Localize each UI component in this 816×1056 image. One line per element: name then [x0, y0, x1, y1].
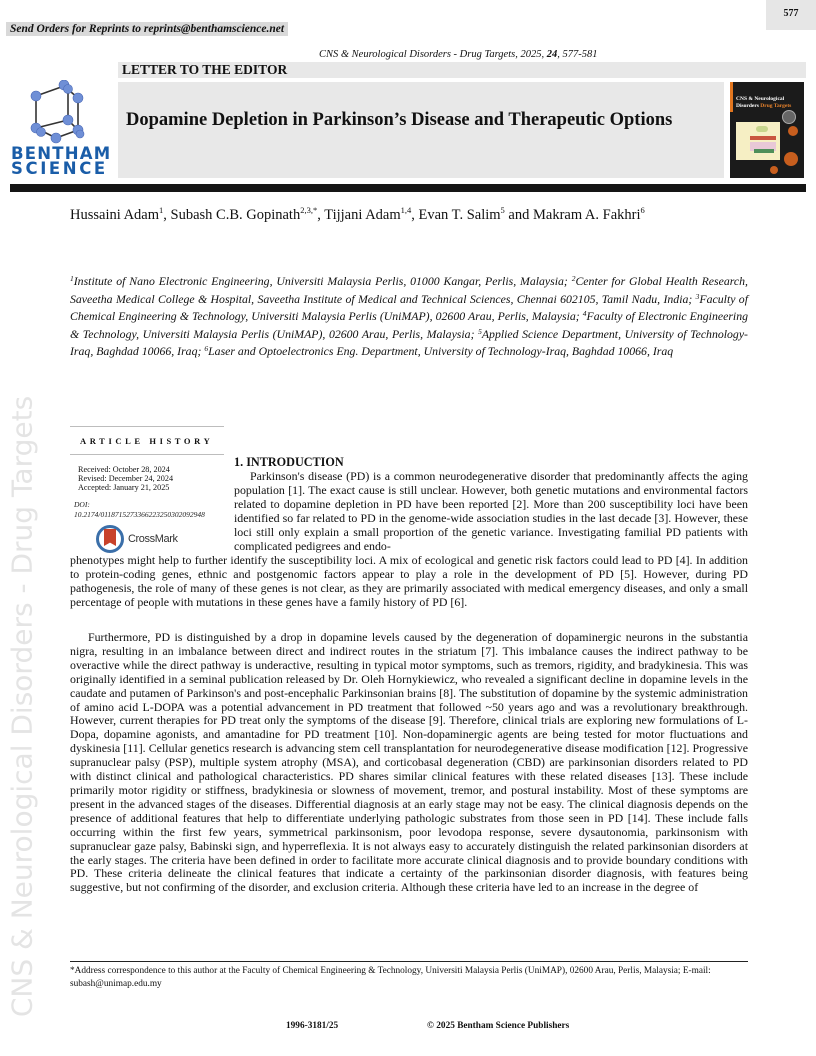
header-divider	[10, 184, 806, 192]
paragraph-2: Furthermore, PD is distinguished by a drop in dopamine levels caused by the degeneration of dopaminergic neurons in the substantia nigra, resulting in an imbalance between direct and indirect routes in the striatum [7]. This imbalance causes the indirect pathway to be overactive while the direct pathway is underactive, resulting in typical motor symptoms, such as tremors, rigidity, and bradykinesia. This was originally identified in a seminal publication released by Dr. Oleh Hornykiewicz, who revealed a significant decline in dopamine levels in the caudate and putamen of Parkinson's and post-encephalic Parkinsonian brains [8]. The substitution of dopamine by the systemic administration of amino acid L-DOPA was a potential advancement in PD treatment that followed ~50 years ago and was a revolutionary breakthrough. However, current therapies for PD treat only the symptoms of the disease [9]. Therefore, clinical trials are exploring new formulations of L-Dopa, dopamine agonists, and amantadine for PD treatment [10]. Non-dopaminergic agents are being tested for motor fluctuations and dyskinesia [11]. Cellular genetics research is advancing stem cell transplantation for neurodegenerative disease modification [12]. Progressive supranuclear palsy (PSP), multiple system atrophy (MSA), and corticobasal degeneration (CBD) are parkinsonian disorders related to PD with distinct clinical and pathological characteristics. PD shares similar clinical features with these related diseases [13]. These include primarily motor rigidity or stiffness, bradykinesia or slowness of movement, tremor, and postural instability. Most of these symptoms are present in the advanced stages of the diseases. Differential diagnosis at an early stage may not be easy. The clinical diagnosis depends on the presence of additional features that help to differentiate underlying pathologic substrates from those seen in PD [14]. These include falls occurring within the first few years, symmetrical parkinsonism, poor levodopa response, severe dysautonomia, parkinsonism with supranuclear gaze palsy, Babinski sign, and hyperreflexia. It is not always easy to accurately distinguish the related parkinsonian disorders at the early stages. The criteria have been defined in order to facilitate more accurate clinical diagnosis and to provide boundary conditions with PD. These criteria delineate the clinical features that indicate a certainty of the parkinsonian disorder diagnosis, with features being suggestive, but not confirming of the disorder, and exclusion criteria. Although these criteria have led to an increase in the degree of	[70, 630, 748, 895]
cover-accent-stripe	[730, 82, 733, 112]
molecule-cube-icon	[26, 80, 106, 146]
article-type-bar: LETTER TO THE EDITOR	[118, 62, 806, 78]
cover-badge	[782, 110, 796, 124]
journal-cover-thumbnail[interactable]	[730, 82, 804, 178]
journal-citation: CNS & Neurological Disorders - Drug Targets, 2025, 24, 577-581	[319, 49, 598, 60]
cover-neuron-decoration	[788, 126, 798, 136]
received-date: Received: October 28, 2024	[78, 465, 170, 474]
bentham-science-logo[interactable]	[10, 80, 114, 180]
author[interactable]: Makram A. Fakhri$^6$	[532, 205, 645, 223]
crossmark-label: CrossMark	[128, 533, 178, 545]
footer-issn: 1996-3181/25	[286, 1021, 339, 1031]
author[interactable]: Subash C.B. Gopinath$^{2,3,*}$	[170, 205, 318, 223]
doi-label: DOI:	[74, 500, 90, 509]
logo-line-bentham: BENTHAM	[11, 144, 112, 163]
author[interactable]: Tijjani Adam$^{1,4}$	[324, 205, 412, 223]
history-dates	[70, 455, 224, 492]
cover-title: CNS & Neurological Disorders Drug Targets	[736, 96, 792, 109]
revised-date: Revised: December 24, 2024	[78, 474, 174, 483]
journal-year: 2025	[520, 49, 542, 60]
cover-neuron-decoration	[770, 166, 778, 174]
accepted-date: Accepted: January 21, 2025	[78, 483, 170, 492]
author-list: Hussaini Adam$^1$, Subash C.B. Gopinath$^{2,3,*}$, Tijjani Adam$^{1,4}$, Evan T. Salim$^5$ and Makram A. Fakhri$^6$	[70, 205, 645, 223]
paragraph-1-part-2: phenotypes might help to further identify the susceptibility loci. A mix of ecological and genetic risk factors could lead to PD [4]. In addition to protein-coding genes, ethnic and postgenomic factors appear to play a role in the development of PD [5]. However, during PD pathogenesis, the role of many of these genes is not clear, as they are primarily associated with medical emergency diseases, and only a small percentage of people with mutations in these genes have a family history of PD [6].	[70, 553, 748, 609]
author[interactable]: Hussaini Adam$^1$	[70, 205, 164, 223]
affiliations: $^1$Institute of Nano Electronic Engineering, Universiti Malaysia Perlis, 01000 Kangar, Perlis, Malaysia; $^2$Center for Global Health Research, Saveetha Medical College & Hospital, Saveetha Institute of Medical and Technical Sciences, Chennai 602105, Tamil Nadu, India; $^3$Faculty of Chemical Engineering & Technology, Universiti Malaysia Perlis (UniMAP), 02600 Arau, Perlis, Malaysia; $^4$Faculty of Electronic Engineering & Technology, Universiti Malaysia Perlis (UniMAP), 02600 Arau, Perlis, Malaysia; $^5$Applied Science Department, University of Technology-Iraq, Baghdad 10066, Iraq; $^6$Laser and Optoelectronics Eng. Department, University of Technology-Iraq, Baghdad 10066, Iraq	[70, 274, 748, 358]
article-history-heading: ARTICLE HISTORY	[80, 436, 214, 446]
journal-volume: 24	[546, 49, 558, 60]
paragraph-1-part-1: Parkinson's disease (PD) is a common neurodegenerative disorder that predominantly affects the aging population [1]. The exact cause is still unclear. However, both genetic mutations and environmental factors related to dopamine depletion in PD have been reported [2]. More than 200 susceptibility loci have been identified so far related to PD in the genome-wide association studies in the last decade [3]. However, these loci still only explain a small proportion of the genetic variance. Investigating familial PD patients with complicated pedigrees and endo-	[234, 469, 748, 553]
title-box	[118, 82, 724, 178]
journal-name: CNS & Neurological Disorders - Drug Targets	[319, 49, 516, 60]
doi	[70, 492, 224, 520]
article-history-box	[70, 426, 224, 555]
journal-watermark: CNS & Neurological Disorders - Drug Targets	[5, 395, 39, 1018]
correspondence-footnote: *Address correspondence to this author at the Faculty of Chemical Engineering & Technology, Universiti Malaysia Perlis (UniMAP), 02600 Arau, Perlis, Malaysia; E-mail: subash@unimap.edu.my	[70, 966, 711, 989]
cover-figure	[736, 122, 780, 160]
reprints-note[interactable]: Send Orders for Reprints to reprints@benthamscience.net	[6, 22, 288, 36]
footnote-divider	[70, 961, 748, 962]
doi-link[interactable]: 10.2174/0118715273366223250302092948	[74, 510, 205, 519]
cover-neuron-decoration	[784, 152, 798, 166]
footer-copyright: © 2025 Bentham Science Publishers	[427, 1021, 570, 1031]
logo-line-science: SCIENCE	[11, 159, 108, 178]
page-number: 577	[766, 0, 816, 30]
publisher-wordmark	[11, 146, 111, 176]
article-title: Dopamine Depletion in Parkinson’s Disease and Therapeutic Options	[126, 110, 673, 130]
section-heading: 1. INTRODUCTION	[234, 455, 344, 469]
journal-pages: 577-581	[562, 49, 598, 60]
author[interactable]: Evan T. Salim$^5$	[418, 205, 505, 223]
crossmark-button[interactable]	[96, 525, 224, 555]
